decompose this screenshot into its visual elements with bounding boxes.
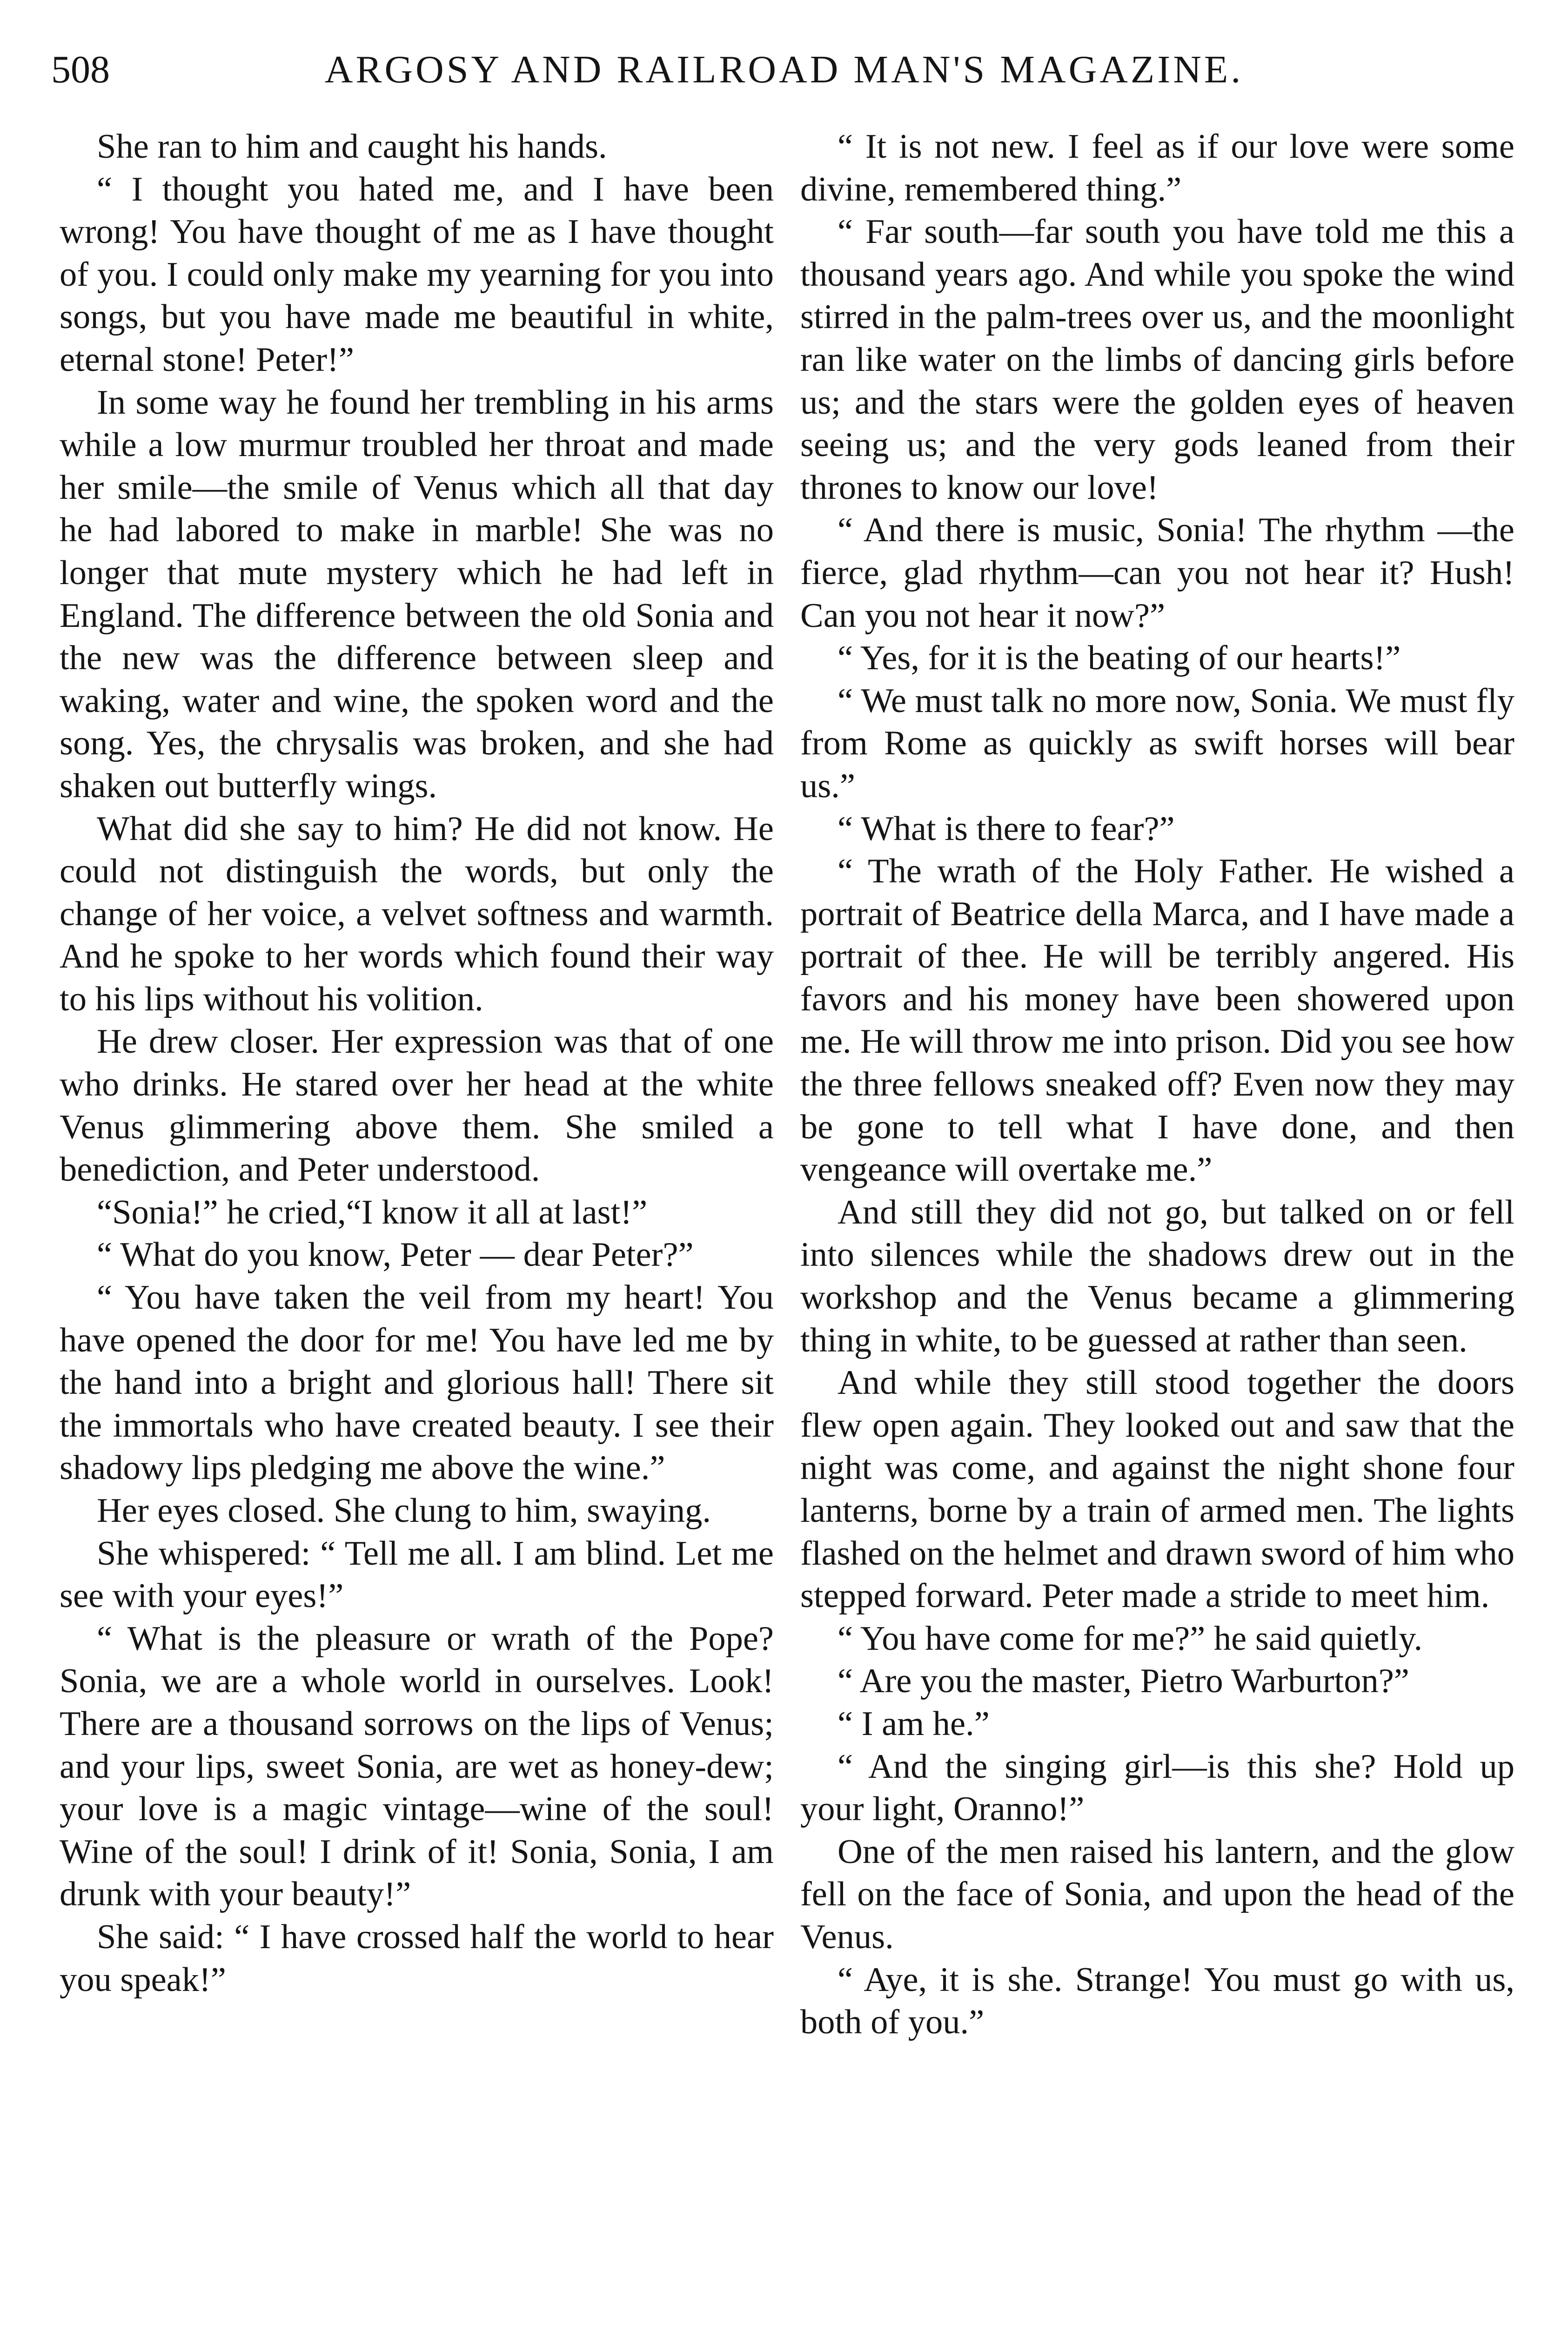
paragraph: “ What is the pleasure or wrath of the Pope? Sonia, we are a whole world in ourselves. Look! There are a thousand sorrows on the lips of Venus; and your lips, sweet Sonia, are wet as honey-dew; your love is a magic vintage—wine of the soul! Wine of the soul! I drink of it! Sonia, Sonia, I am drunk with your beauty!” (60, 1619, 774, 1914)
left-column (60, 126, 774, 2001)
page-header (51, 44, 1517, 95)
paragraph: And still they did not go, but talked on or fell into silences while the shadows drew out in the workshop and the Venus became a glimmering thing in white, to be guessed at rather than seen. (800, 1193, 1514, 1359)
paragraph: One of the men raised his lantern, and the glow fell on the face of Sonia, and upon the head of the Venus. (800, 1832, 1514, 1956)
right-column (800, 126, 1514, 2044)
paragraph: “ You have taken the veil from my heart! You have opened the door for me! You have led me by the hand into a bright and glorious hall! There sit the immortals who have created beauty. I see their shadowy lips pledging me above the wine.” (60, 1278, 774, 1487)
paragraph: He drew closer. Her expression was that of one who drinks. He stared over her head at the white Venus glimmering above them. She smiled a benediction, and Peter understood. (60, 1022, 774, 1189)
paragraph: “ Are you the master, Pietro Warburton?” (838, 1662, 1409, 1701)
paragraph: And while they still stood together the doors flew open again. They looked out and saw that the night was come, and against the night shone four lanterns, borne by a train of armed men. The lights flashed on the helmet and drawn sword of him who stepped forward. Peter made a stride to meet him. (800, 1364, 1514, 1615)
paragraph: Her eyes closed. She clung to him, swaying. (97, 1492, 711, 1530)
paragraph: “ I thought you hated me, and I have been wrong! You have thought of me as I have thought of you. I could only make my yearning for you into songs, but you have made me beautiful in white, eternal stone! Peter!” (60, 170, 774, 379)
page-number: 508 (51, 48, 110, 91)
paragraph: “ We must talk no more now, Sonia. We must fly from Rome as quickly as swift horses will bear us.” (800, 681, 1514, 805)
magazine-title: ARGOSY AND RAILROAD MAN'S MAGAZINE. (324, 48, 1244, 91)
paragraph: “ It is not new. I feel as if our love were some divine, remembered thing.” (800, 128, 1514, 208)
paragraph: “ Yes, for it is the beating of our hearts!” (838, 639, 1401, 678)
paragraph: In some way he found her trembling in his arms while a low murmur troubled her throat and made her smile—the smile of Venus which all that day he had labored to make in marble! She was no longer that mute mystery which he had left in England. The difference between the old Sonia and the new was the difference between sleep and waking, water and wine, the spoken word and the song. Yes, the chrysalis was broken, and she had shaken out butterfly wings. (60, 383, 774, 805)
paragraph: “ The wrath of the Holy Father. He wished a portrait of Beatrice della Marca, and I have made a portrait of thee. He will be terribly angered. His favors and his money have been showered upon me. He will throw me into prison. Did you see how the three fellows sneaked off? Even now they may be gone to tell what I have done, and then vengeance will overtake me.” (800, 852, 1514, 1189)
paragraph: She said: “ I have crossed half the world to hear you speak!” (60, 1917, 774, 1999)
paragraph: “ What do you know, Peter — dear Peter?” (97, 1236, 694, 1274)
paragraph: “ I am he.” (838, 1704, 990, 1743)
paragraph: “ What is there to fear?” (838, 809, 1175, 848)
paragraph: “ And there is music, Sonia! The rhythm —the fierce, glad rhythm—can you not hear it? Hush! Can you not hear it now?” (800, 511, 1514, 635)
paragraph: “ And the singing girl—is this she? Hold up your light, Oranno!” (800, 1747, 1514, 1829)
paragraph: “ Far south—far south you have told me this a thousand years ago. And while you spoke the wind stirred in the palm-trees over us, and the moonlight ran like water on the limbs of dancing girls before us; and the stars were the golden eyes of heaven seeing us; and the very gods leaned from their thrones to know our love! (800, 213, 1514, 507)
paragraph: She whispered: “ Tell me all. I am blind. Let me see with your eyes!” (60, 1534, 774, 1615)
paragraph: She ran to him and caught his hands. (97, 128, 607, 166)
paragraph: “ Aye, it is she. Strange! You must go with us, both of you.” (800, 1960, 1514, 2042)
paragraph: “Sonia!” he cried,“I know it all at last!” (97, 1193, 648, 1231)
paragraph: What did she say to him? He did not know. He could not distinguish the words, but only the change of her voice, a velvet softness and warmth. And he spoke to her words which found their way to his lips without his volition. (60, 809, 774, 1018)
paragraph: “ You have come for me?” he said quietly. (838, 1619, 1423, 1658)
